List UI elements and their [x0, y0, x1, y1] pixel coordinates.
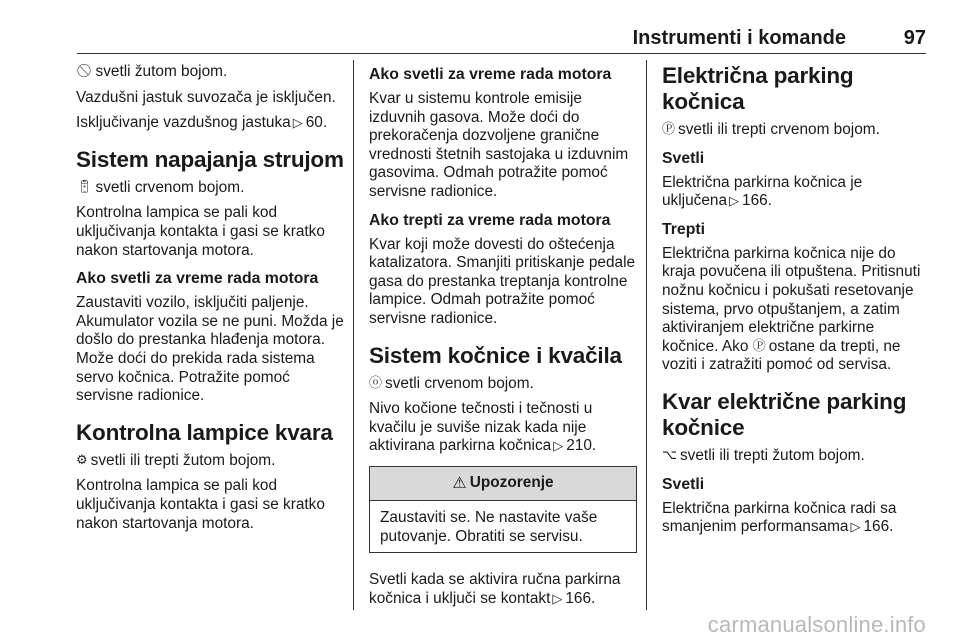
page-reference-arrow-icon: ▷	[553, 438, 564, 454]
subsection-title: Ako svetli za vreme rada motora	[76, 270, 319, 288]
warning-box	[369, 466, 637, 553]
paragraph: Električna parkirna kočnica radi sa smanjenim performansama ▷ 166.	[662, 499, 897, 536]
page-reference-arrow-icon: ▷	[729, 193, 740, 209]
paragraph: Svetli kada se aktivira ručna parkirna kočnica i uključi se kontakt ▷ 166.	[369, 571, 621, 607]
subsection-title: Ako trepti za vreme rada motora	[369, 211, 611, 229]
section-title: Sistem kočnice i kvačila	[369, 342, 622, 368]
epb-fault-status-line: ⌥ svetli ili trepti žutom bojom.	[662, 446, 865, 464]
column-2	[369, 63, 637, 615]
page-reference-arrow-icon: ▷	[850, 519, 861, 535]
battery-icon: 🔋︎	[76, 178, 93, 194]
page-header	[0, 0, 960, 54]
warning-triangle-icon: ⚠︎	[452, 475, 467, 493]
warning-heading: Upozorenje	[469, 474, 554, 492]
subsection-title: Svetli	[662, 149, 705, 167]
engine-check-icon: ⚙︎	[76, 451, 88, 467]
page-reference[interactable]: 166.	[863, 518, 894, 536]
brake-warning-icon: ⓞ	[369, 374, 383, 390]
parking-brake-icon: Ⓟ	[752, 337, 766, 353]
parking-brake-fault-icon: ⌥	[662, 446, 677, 462]
page-number: 97	[903, 27, 926, 49]
brake-status-line: ⓞ svetli crvenom bojom.	[369, 374, 534, 392]
paragraph: Kvar u sistemu kontrole emisije izduvnih gasova. Može doći do prekoračenja dozvoljene granične vrednosti štetnih sastojaka u izduvnim gasovima. Odmah potražite pomoć servisne radionice.	[369, 90, 629, 200]
airbag-off-icon: 🚫︎	[76, 63, 93, 78]
column-divider	[353, 60, 354, 610]
header-rule	[77, 53, 926, 54]
section-title: Kontrolna lampice kvara	[76, 419, 333, 445]
section-title: Električna parking kočnica	[662, 63, 854, 114]
paragraph: Kontrolna lampica se pali kod uključivanja kontakta i gasi se kratko nakon startovanja motora.	[76, 204, 325, 259]
paragraph: Nivo kočione tečnosti i tečnosti u kvačilu je suviše nizak kada nije aktivirana parkirna kočnica ▷ 210.	[369, 400, 597, 455]
paragraph: Zaustaviti vozilo, isključiti paljenje. Akumulator vozila se ne puni. Možda je došlo do prestanka hlađenja motora. Može doći do prekida rada sistema servo kočnica. Potražite pomoć servisne radionice.	[76, 294, 344, 405]
page-reference[interactable]: 60.	[305, 114, 328, 132]
power-status-line: 🔋︎ svetli crvenom bojom.	[76, 178, 245, 196]
column-1	[76, 63, 348, 540]
section-title: Kvar električne parking kočnice	[662, 388, 907, 440]
page-reference[interactable]: 166.	[742, 192, 772, 210]
warning-header	[370, 467, 636, 501]
watermark: carmanualsonline.info	[707, 612, 926, 637]
paragraph: Električna parkirna kočnica je uključena ▷ 166.	[662, 173, 863, 210]
paragraph: Vazdušni jastuk suvozača je isključen.	[76, 88, 336, 106]
page-reference[interactable]: 210.	[566, 437, 597, 455]
page-reference-arrow-icon: ▷	[292, 115, 303, 131]
header-title: Instrumenti i komande	[632, 27, 846, 49]
paragraph: Električna parkirna kočnica nije do kraja povučena ili otpuštena. Pritisnuti nožnu kočnicu i pokušati resetovanje sistema, prvo otpuštanjem, a zatim aktiviranjem električne parkirne kočnice. Ako Ⓟ ostane da trepti, ne voziti i zatražiti pomoć od servisa.	[662, 244, 921, 374]
paragraph: Isključivanje vazdušnog jastuka ▷ 60.	[76, 114, 328, 132]
parking-brake-icon: Ⓟ	[662, 121, 676, 136]
subsection-title: Ako svetli za vreme rada motora	[369, 66, 612, 83]
paragraph: Kvar koji može dovesti do oštećenja katalizatora. Smanjiti pritiskanje pedale gasa do prestanka treptanja kontrolne lampice. Odmah potražite pomoć servisne radionice.	[369, 235, 636, 327]
epb-status-line: Ⓟ svetli ili trepti crvenom bojom.	[662, 121, 880, 138]
mil-status-line: ⚙︎ svetli ili trepti žutom bojom.	[76, 451, 276, 469]
subsection-title: Trepti	[662, 220, 706, 238]
page-reference[interactable]: 166.	[565, 589, 596, 607]
warning-body	[370, 501, 636, 552]
paragraph: Kontrolna lampica se pali kod uključivanja kontakta i gasi se kratko nakon startovanja motora.	[76, 477, 325, 532]
column-3	[662, 63, 926, 544]
column-divider	[646, 60, 647, 610]
warning-text: Zaustaviti se. Ne nastavite vaše putovanje. Obratiti se servisu.	[380, 508, 598, 545]
airbag-status-line: 🚫︎ svetli žutom bojom.	[76, 63, 228, 80]
subsection-title: Svetli	[662, 475, 705, 493]
section-title: Sistem napajanja strujom	[76, 146, 344, 172]
page-reference-arrow-icon: ▷	[552, 590, 563, 606]
